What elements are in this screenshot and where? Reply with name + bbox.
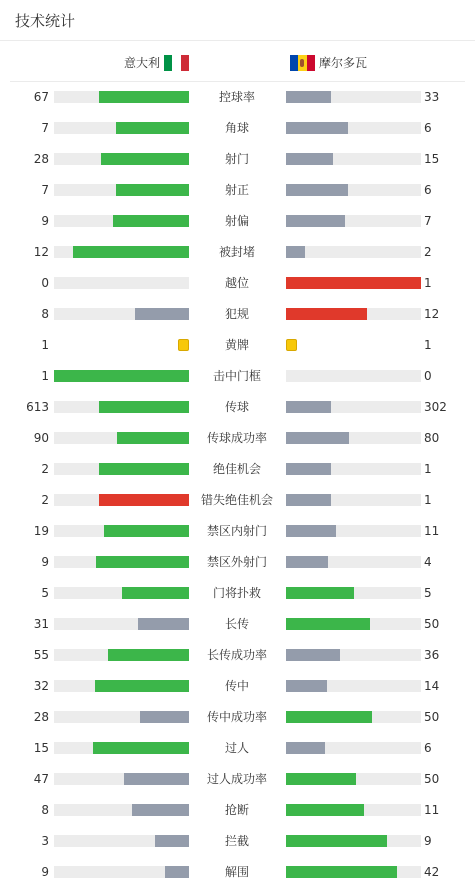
home-value: 9 [41, 555, 49, 569]
away-value: 50 [424, 772, 440, 786]
home-bar-fill [95, 680, 190, 692]
home-bar-fill [99, 494, 189, 506]
home-value: 9 [41, 214, 49, 228]
away-bar-track [286, 835, 421, 847]
stat-label: 黄牌 [224, 338, 249, 352]
stat-row [0, 330, 475, 361]
home-value: 28 [33, 152, 49, 166]
away-value: 0 [424, 369, 432, 383]
stat-label: 过人 [224, 741, 249, 755]
home-value: 90 [33, 431, 49, 445]
home-bar-fill [140, 711, 189, 723]
stat-row [0, 795, 475, 826]
italy-flag-icon [164, 55, 189, 71]
home-bar-fill [117, 432, 189, 444]
away-value: 1 [424, 493, 432, 507]
away-bar-fill [286, 122, 348, 134]
stat-label: 犯规 [224, 307, 249, 321]
away-bar-track [286, 680, 421, 692]
home-bar-fill [99, 401, 189, 413]
header [0, 0, 475, 41]
home-bar-fill [99, 91, 189, 103]
stat-label: 被封堵 [218, 245, 255, 259]
home-bar-track [54, 742, 189, 754]
home-bar-track [54, 432, 189, 444]
away-bar-fill [286, 711, 372, 723]
home-bar-track [54, 494, 189, 506]
away-value: 36 [424, 648, 440, 662]
away-value: 6 [424, 741, 432, 755]
home-value: 32 [33, 679, 49, 693]
home-value: 8 [41, 307, 49, 321]
home-bar-track [54, 835, 189, 847]
home-value: 3 [41, 834, 49, 848]
away-value: 11 [424, 524, 440, 538]
home-bar-fill [113, 215, 189, 227]
stat-row [0, 206, 475, 237]
stat-row [0, 423, 475, 454]
stat-label: 击中门框 [212, 369, 261, 383]
home-bar-fill [116, 122, 189, 134]
home-bar-track [54, 246, 189, 258]
stat-label: 绝佳机会 [212, 462, 261, 476]
away-team [290, 54, 367, 71]
away-bar-track [286, 742, 421, 754]
stat-row [0, 547, 475, 578]
away-bar-fill [286, 463, 331, 475]
stat-row [0, 702, 475, 733]
stat-row [0, 392, 475, 423]
away-bar-track [286, 804, 421, 816]
home-bar-track [54, 401, 189, 413]
home-bar-track [54, 308, 189, 320]
home-value: 613 [26, 400, 49, 414]
away-bar-fill [286, 308, 367, 320]
away-bar-fill [286, 432, 349, 444]
away-bar-track [286, 618, 421, 630]
home-bar-track [54, 649, 189, 661]
home-bar-fill [73, 246, 189, 258]
away-value: 4 [424, 555, 432, 569]
home-bar-fill [96, 556, 189, 568]
home-bar-track [54, 153, 189, 165]
away-bar-track [286, 525, 421, 537]
home-bar-track [54, 525, 189, 537]
away-value: 302 [424, 400, 447, 414]
home-bar-track [54, 91, 189, 103]
stat-row [0, 671, 475, 702]
stat-label: 长传成功率 [206, 648, 267, 662]
home-value: 5 [41, 586, 49, 600]
page-title: 技术统计 [15, 12, 76, 30]
home-bar-track [54, 711, 189, 723]
away-value: 9 [424, 834, 432, 848]
away-bar-track [286, 463, 421, 475]
home-bar-track [54, 556, 189, 568]
home-bar-track [54, 804, 189, 816]
away-value: 1 [424, 276, 432, 290]
away-bar-fill [286, 246, 305, 258]
home-bar-track [54, 463, 189, 475]
home-bar-fill [138, 618, 189, 630]
away-bar-track [286, 432, 421, 444]
away-bar-fill [286, 525, 336, 537]
home-bar-fill [99, 463, 189, 475]
away-value: 33 [424, 90, 440, 104]
home-bar-fill [132, 804, 189, 816]
away-bar-fill [286, 215, 345, 227]
home-value: 8 [41, 803, 49, 817]
home-bar-track [54, 680, 189, 692]
away-bar-track [286, 494, 421, 506]
away-value: 42 [424, 865, 440, 879]
home-value: 12 [33, 245, 49, 259]
stat-row [0, 299, 475, 330]
teams-header [10, 41, 465, 82]
home-value: 31 [33, 617, 49, 631]
yellow-card-icon [178, 339, 189, 351]
away-bar-fill [286, 835, 387, 847]
stat-label: 传球 [224, 400, 249, 414]
stat-row [0, 361, 475, 392]
home-team-name: 意大利 [123, 56, 160, 70]
away-bar-track [286, 184, 421, 196]
stat-row [0, 113, 475, 144]
away-bar-fill [286, 804, 364, 816]
stat-label: 射正 [224, 183, 249, 197]
away-bar-fill [286, 277, 421, 289]
away-bar-track [286, 587, 421, 599]
away-value: 6 [424, 121, 432, 135]
away-value: 50 [424, 617, 440, 631]
yellow-card-icon [286, 339, 297, 351]
stat-label: 控球率 [218, 90, 255, 104]
home-value: 0 [41, 276, 49, 290]
stat-label: 拦截 [224, 834, 249, 848]
away-bar-track [286, 153, 421, 165]
stat-label: 射门 [224, 152, 249, 166]
home-bar-fill [116, 184, 189, 196]
stat-label: 抢断 [224, 803, 249, 817]
away-value: 6 [424, 183, 432, 197]
stat-row [0, 609, 475, 640]
stat-label: 传球成功率 [206, 431, 267, 445]
home-bar-track [54, 215, 189, 227]
home-value: 7 [41, 183, 49, 197]
stat-label: 长传 [224, 617, 249, 631]
stat-label: 过人成功率 [206, 772, 267, 786]
away-value: 1 [424, 462, 432, 476]
home-value: 47 [33, 772, 49, 786]
away-value: 14 [424, 679, 440, 693]
home-bar-fill [108, 649, 189, 661]
home-value: 55 [33, 648, 49, 662]
home-value: 19 [33, 524, 49, 538]
home-value: 15 [33, 741, 49, 755]
away-value: 2 [424, 245, 432, 259]
away-team-name: 摩尔多瓦 [319, 56, 368, 70]
home-bar-track [54, 866, 189, 878]
stat-label: 门将扑救 [212, 586, 261, 600]
stat-row [0, 857, 475, 888]
home-bar-track [54, 370, 189, 382]
stat-row [0, 764, 475, 795]
home-bar-fill [104, 525, 189, 537]
stat-label: 解围 [224, 865, 249, 879]
home-value: 67 [33, 90, 49, 104]
home-bar-fill [165, 866, 189, 878]
home-bar-track [54, 773, 189, 785]
stat-row [0, 485, 475, 516]
away-bar-track [286, 773, 421, 785]
away-bar-fill [286, 401, 331, 413]
stat-label: 射偏 [224, 214, 249, 228]
away-value: 12 [424, 307, 440, 321]
home-value: 1 [41, 369, 49, 383]
stats-list [0, 82, 475, 888]
stat-row [0, 733, 475, 764]
stat-row [0, 640, 475, 671]
away-bar-track [286, 401, 421, 413]
stat-label: 禁区内射门 [206, 524, 267, 538]
away-bar-track [286, 215, 421, 227]
stat-label: 错失绝佳机会 [200, 493, 273, 507]
home-bar-track [54, 122, 189, 134]
away-bar-track [286, 556, 421, 568]
away-bar-track [286, 246, 421, 258]
home-bar-track [54, 184, 189, 196]
home-bar-track [54, 618, 189, 630]
away-bar-track [286, 308, 421, 320]
away-bar-track [286, 711, 421, 723]
away-bar-fill [286, 649, 340, 661]
home-value: 1 [41, 338, 49, 352]
away-bar-fill [286, 680, 327, 692]
stat-row [0, 578, 475, 609]
stat-row [0, 826, 475, 857]
home-bar-fill [124, 773, 189, 785]
home-bar-fill [122, 587, 190, 599]
stat-row [0, 454, 475, 485]
home-value: 7 [41, 121, 49, 135]
stat-row [0, 82, 475, 113]
away-bar-track [286, 122, 421, 134]
moldova-flag-icon [290, 55, 315, 71]
home-value: 9 [41, 865, 49, 879]
stat-row [0, 175, 475, 206]
stat-label: 传中 [224, 679, 249, 693]
home-bar-track [54, 587, 189, 599]
away-bar-fill [286, 866, 397, 878]
home-bar-fill [135, 308, 189, 320]
stat-row [0, 144, 475, 175]
stat-label: 传中成功率 [206, 710, 267, 724]
stat-row [0, 516, 475, 547]
home-bar-fill [155, 835, 189, 847]
stat-label: 越位 [224, 276, 249, 290]
home-value: 2 [41, 462, 49, 476]
home-value: 2 [41, 493, 49, 507]
away-value: 80 [424, 431, 440, 445]
away-bar-fill [286, 587, 354, 599]
away-bar-track [286, 91, 421, 103]
away-value: 11 [424, 803, 440, 817]
away-value: 5 [424, 586, 432, 600]
stat-row [0, 268, 475, 299]
away-bar-track [286, 866, 421, 878]
away-bar-fill [286, 91, 331, 103]
away-value: 15 [424, 152, 440, 166]
away-value: 1 [424, 338, 432, 352]
away-bar-track [286, 649, 421, 661]
away-bar-fill [286, 618, 370, 630]
away-bar-fill [286, 153, 333, 165]
home-team [124, 54, 189, 71]
stat-label: 禁区外射门 [206, 555, 267, 569]
home-bar-fill [101, 153, 189, 165]
away-bar-fill [286, 742, 325, 754]
away-bar-fill [286, 773, 356, 785]
away-value: 7 [424, 214, 432, 228]
home-bar-track [54, 277, 189, 289]
home-bar-fill [54, 370, 189, 382]
away-bar-track [286, 370, 421, 382]
stat-label: 角球 [224, 121, 249, 135]
away-bar-fill [286, 184, 348, 196]
away-bar-fill [286, 494, 331, 506]
stat-row [0, 237, 475, 268]
home-bar-fill [93, 742, 189, 754]
home-value: 28 [33, 710, 49, 724]
away-bar-track [286, 277, 421, 289]
away-bar-fill [286, 556, 328, 568]
away-value: 50 [424, 710, 440, 724]
